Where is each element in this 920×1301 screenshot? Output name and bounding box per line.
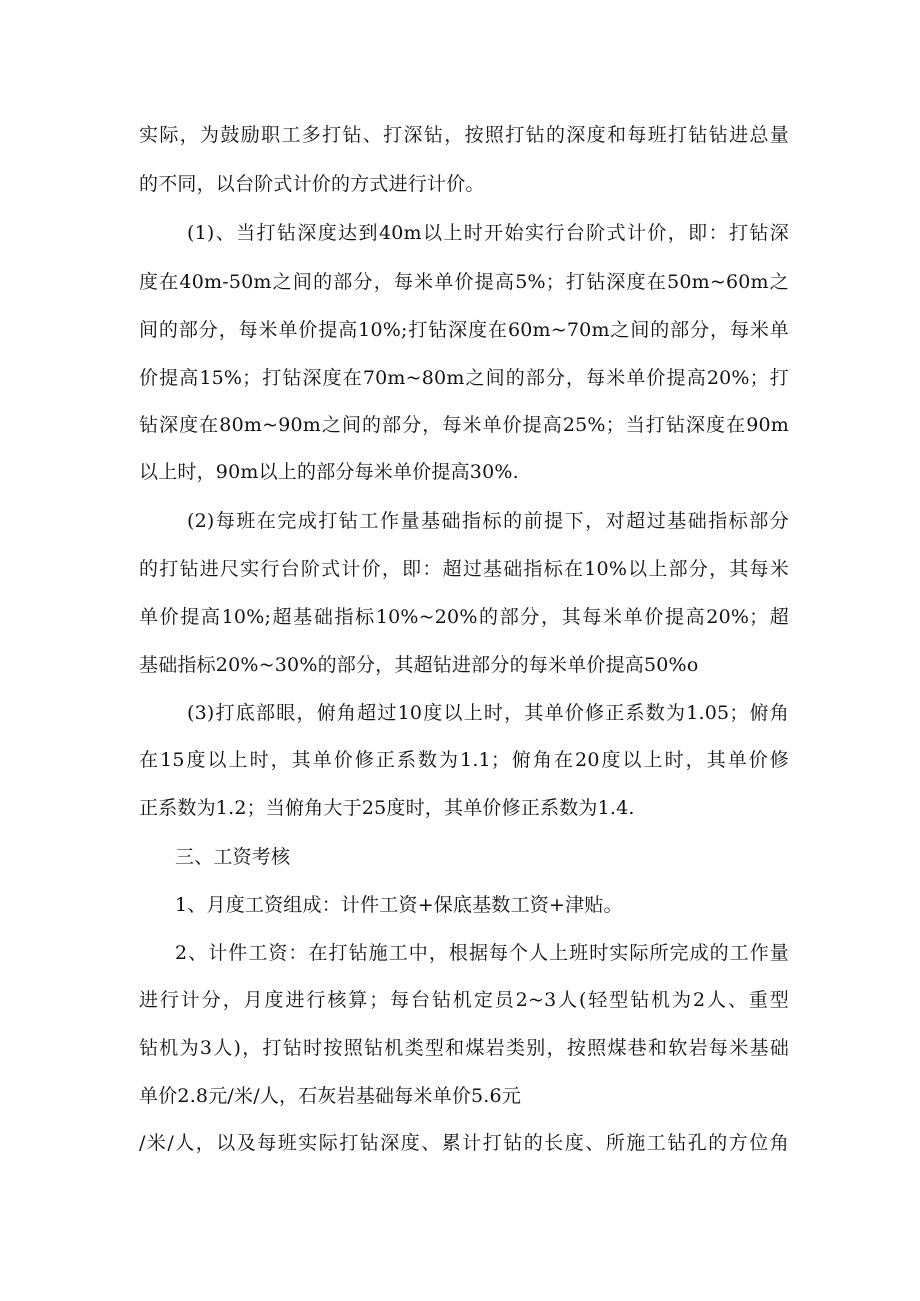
text-line: 在15度以上时，其单价修正系数为1.1；俯角在20度以上时，其单价修 — [139, 749, 789, 771]
text-line: 以上时，90m以上的部分每米单价提高30%. — [139, 461, 519, 483]
text-line: 2、计件工资：在打钻施工中，根据每个人上班时实际所完成的工作量 — [175, 942, 789, 964]
text-line: 单价2.8元/米/人，石灰岩基础每米单价5.6元 — [139, 1085, 522, 1107]
text-line: 间的部分，每米单价提高10%;打钻深度在60m~70m之间的部分，每米单 — [139, 319, 789, 341]
text-line: 单价提高10%;超基础指标10%~20%的部分，其每米单价提高20%；超 — [139, 606, 789, 628]
text-line: (3)打底部眼，俯角超过10度以上时，其单价修正系数为1.05；俯角 — [187, 702, 789, 724]
text-line: 基础指标20%~30%的部分，其超钻进部分的每米单价提高50%o — [139, 654, 699, 676]
text-line: 实际，为鼓励职工多打钻、打深钻，按照打钻的深度和每班打钻钻进总量 — [139, 124, 789, 146]
section-heading: 三、工资考核 — [175, 846, 291, 868]
text-line: 的不同，以台阶式计价的方式进行计价。 — [139, 173, 485, 195]
text-line: 价提高15%；打钻深度在70m~80m之间的部分，每米单价提高20%；打 — [139, 367, 789, 389]
text-line: 的打钻进尺实行台阶式计价，即：超过基础指标在10%以上部分，其每米 — [139, 558, 789, 580]
text-line: 度在40m-50m之间的部分，每米单价提高5%；打钻深度在50m~60m之 — [139, 271, 789, 293]
text-line: 正系数为1.2；当俯角大于25度时，其单价修正系数为1.4. — [139, 797, 635, 819]
text-line: 进行计分，月度进行核算；每台钻机定员2~3人(轻型钻机为2人、重型 — [139, 989, 789, 1011]
text-line: (2)每班在完成打钻工作量基础指标的前提下，对超过基础指标部分 — [187, 510, 789, 532]
text-line: (1)、当打钻深度达到40m以上时开始实行台阶式计价，即：打钻深 — [187, 222, 789, 244]
text-line: 1、月度工资组成：计件工资+保底基数工资+津贴。 — [175, 894, 623, 916]
text-line: 钻深度在80m~90m之间的部分，每米单价提高25%；当打钻深度在90m — [139, 414, 789, 436]
text-line: /米/人，以及每班实际打钻深度、累计打钻的长度、所施工钻孔的方位角 — [139, 1132, 789, 1154]
text-line: 钻机为3人)，打钻时按照钻机类型和煤岩类别，按照煤巷和软岩每米基础 — [139, 1037, 789, 1059]
